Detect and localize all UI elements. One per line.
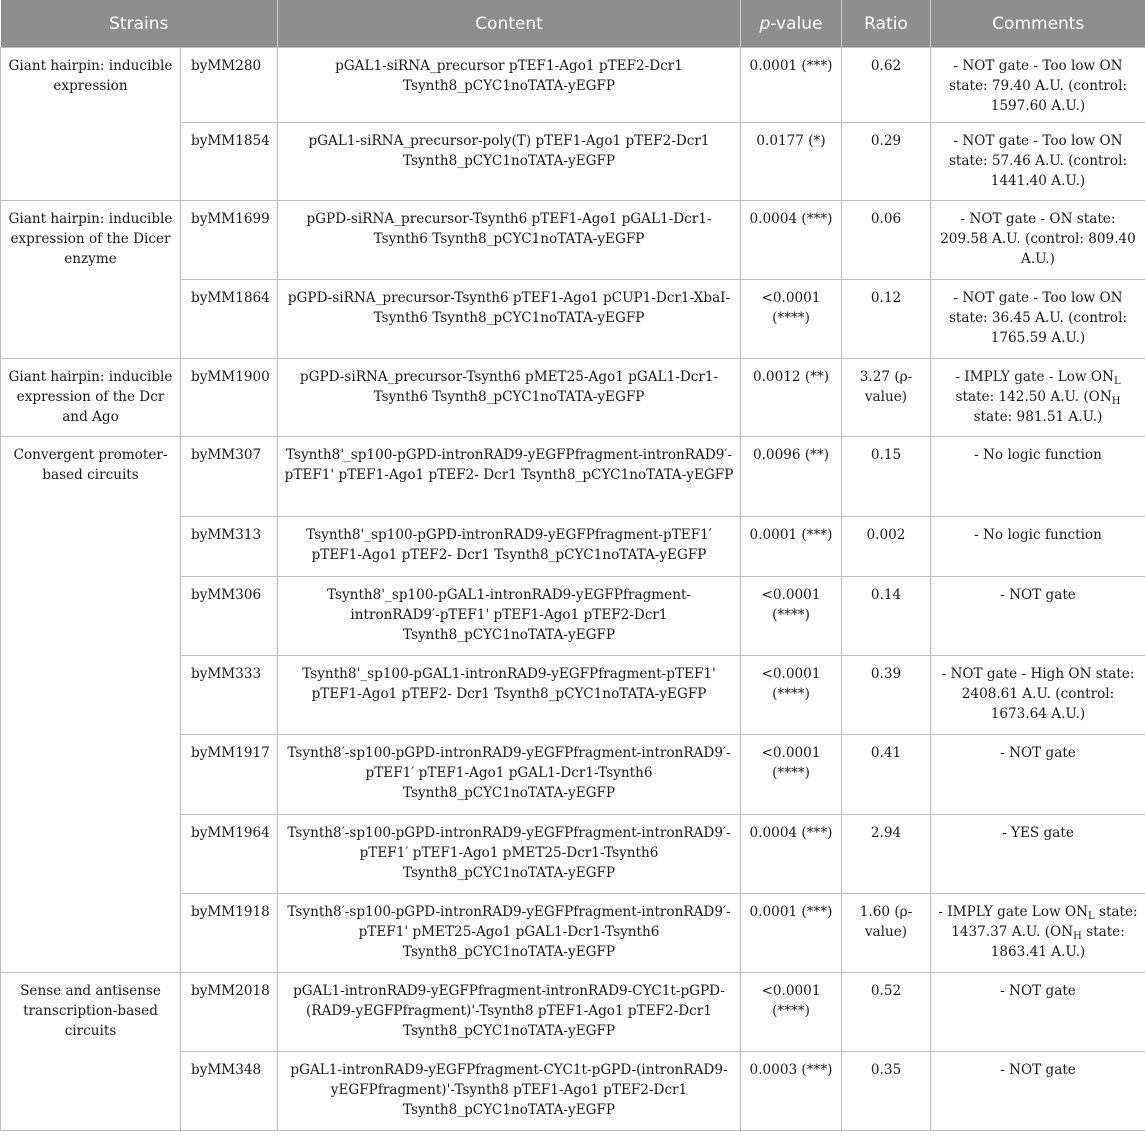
- comment-cell: [931, 894, 1145, 973]
- comment-cell: - YES gate: [931, 815, 1145, 894]
- pvalue-cell: 0.0001 (***): [741, 517, 842, 577]
- content-cell: pGPD-siRNA_precursor-Tsynth6 pTEF1-Ago1 pGAL1-Dcr1-Tsynth6 Tsynth8_pCYC1noTATA-yEGFP: [278, 201, 741, 280]
- table-row: [1, 48, 1145, 123]
- header-row: [1, 0, 1145, 48]
- comment-part: state: 1437.37 A.U. (ON: [951, 904, 1138, 940]
- pvalue-cell: 0.0004 (***): [741, 815, 842, 894]
- comment-part: - IMPLY gate Low ON: [938, 904, 1089, 920]
- group-label: Giant hairpin: inducible expression: [1, 48, 181, 201]
- strain-cell: byMM1918: [181, 894, 278, 973]
- comment-cell: - No logic function: [931, 437, 1145, 517]
- ratio-cell: 0.52: [842, 973, 931, 1052]
- table-row: [1, 359, 1145, 437]
- comment-cell: - NOT gate: [931, 735, 1145, 815]
- header-ratio: Ratio: [842, 0, 931, 48]
- comment-subscript: L: [1113, 376, 1121, 387]
- strain-cell: byMM306: [181, 577, 278, 656]
- strain-cell: byMM307: [181, 437, 278, 517]
- header-pvalue: [741, 0, 842, 48]
- content-cell: pGPD-siRNA_precursor-Tsynth6 pTEF1-Ago1 pCUP1-Dcr1-XbaI-Tsynth6 Tsynth8_pCYC1noTATA-yEGFP: [278, 280, 741, 359]
- table-row: [1, 437, 1145, 517]
- header-content: Content: [278, 0, 741, 48]
- ratio-cell: 0.29: [842, 123, 931, 201]
- header-pvalue-italic: p: [759, 13, 771, 34]
- ratio-cell: 2.94: [842, 815, 931, 894]
- strain-cell: byMM1964: [181, 815, 278, 894]
- comment-part: - IMPLY gate - Low ON: [955, 369, 1114, 385]
- strain-cell: byMM2018: [181, 973, 278, 1052]
- comment-cell: - NOT gate - ON state: 209.58 A.U. (control: 809.40 A.U.): [931, 201, 1145, 280]
- strain-cell: byMM1900: [181, 359, 278, 437]
- comment-cell: - NOT gate - Too low ON state: 79.40 A.U. (control: 1597.60 A.U.): [931, 48, 1145, 123]
- comment-part: state: 1863.41 A.U.): [990, 924, 1125, 960]
- comment-cell: - NOT gate - Too low ON state: 36.45 A.U. (control: 1765.59 A.U.): [931, 280, 1145, 359]
- comment-cell: - NOT gate: [931, 973, 1145, 1052]
- content-cell: pGAL1-siRNA_precursor-poly(T) pTEF1-Ago1 pTEF2-Dcr1 Tsynth8_pCYC1noTATA-yEGFP: [278, 123, 741, 201]
- ratio-cell: 3.27 (ρ-value): [842, 359, 931, 437]
- content-cell: pGAL1-intronRAD9-yEGFPfragment-CYC1t-pGPD-(intronRAD9-yEGFPfragment)'-Tsynth8 pTEF1-Ago1 pTEF2-Dcr1 Tsynth8_pCYC1noTATA-yEGFP: [278, 1052, 741, 1131]
- content-cell: pGPD-siRNA_precursor-Tsynth6 pMET25-Ago1 pGAL1-Dcr1-Tsynth6 Tsynth8_pCYC1noTATA-yEGFP: [278, 359, 741, 437]
- group-label: Giant hairpin: inducible expression of the Dicer enzyme: [1, 201, 181, 359]
- table-row: [1, 201, 1145, 280]
- strain-cell: byMM1854: [181, 123, 278, 201]
- comment-cell: - NOT gate - High ON state: 2408.61 A.U. (control: 1673.64 A.U.): [931, 656, 1145, 735]
- ratio-cell: 0.62: [842, 48, 931, 123]
- group-label: Giant hairpin: inducible expression of the Dcr and Ago: [1, 359, 181, 437]
- content-cell: Tsynth8′-sp100-pGPD-intronRAD9-yEGFPfragment-intronRAD9′-pTEF1' pMET25-Ago1 pGAL1-Dcr1-Tsynth6 Tsynth8_pCYC1noTATA-yEGFP: [278, 894, 741, 973]
- header-comments: Comments: [931, 0, 1145, 48]
- comment-cell: - NOT gate: [931, 577, 1145, 656]
- comment-cell: - NOT gate - Too low ON state: 57.46 A.U. (control: 1441.40 A.U.): [931, 123, 1145, 201]
- content-cell: Tsynth8'_sp100-pGAL1-intronRAD9-yEGFPfragment-intronRAD9′-pTEF1' pTEF1-Ago1 pTEF2-Dcr1 Tsynth8_pCYC1noTATA-yEGFP: [278, 577, 741, 656]
- ratio-cell: 0.12: [842, 280, 931, 359]
- content-cell: Tsynth8'_sp100-pGPD-intronRAD9-yEGFPfragment-intronRAD9′-pTEF1' pTEF1-Ago1 pTEF2- Dcr1 Tsynth8_pCYC1noTATA-yEGFP: [278, 437, 741, 517]
- content-cell: pGAL1-siRNA_precursor pTEF1-Ago1 pTEF2-Dcr1 Tsynth8_pCYC1noTATA-yEGFP: [278, 48, 741, 123]
- comment-part: state: 981.51 A.U.): [973, 409, 1103, 425]
- content-cell: Tsynth8′-sp100-pGPD-intronRAD9-yEGFPfragment-intronRAD9′-pTEF1′ pTEF1-Ago1 pMET25-Dcr1-Tsynth6 Tsynth8_pCYC1noTATA-yEGFP: [278, 815, 741, 894]
- strain-cell: byMM1699: [181, 201, 278, 280]
- group-label: Sense and antisense transcription-based circuits: [1, 973, 181, 1131]
- strain-cell: byMM1864: [181, 280, 278, 359]
- ratio-cell: 0.06: [842, 201, 931, 280]
- group-label: Convergent promoter-based circuits: [1, 437, 181, 973]
- ratio-cell: 0.39: [842, 656, 931, 735]
- strain-cell: byMM1917: [181, 735, 278, 815]
- comment-subscript: L: [1088, 911, 1095, 922]
- strain-cell: byMM333: [181, 656, 278, 735]
- comment-subscript: H: [1111, 396, 1121, 407]
- pvalue-cell: <0.0001 (****): [741, 280, 842, 359]
- pvalue-cell: <0.0001 (****): [741, 656, 842, 735]
- pvalue-cell: <0.0001 (****): [741, 735, 842, 815]
- ratio-cell: 0.41: [842, 735, 931, 815]
- comment-cell: [931, 359, 1145, 437]
- ratio-cell: 0.14: [842, 577, 931, 656]
- pvalue-cell: 0.0012 (**): [741, 359, 842, 437]
- comment-cell: - No logic function: [931, 517, 1145, 577]
- ratio-cell: 1.60 (ρ-value): [842, 894, 931, 973]
- strain-cell: byMM280: [181, 48, 278, 123]
- pvalue-cell: 0.0177 (*): [741, 123, 842, 201]
- table-row: [1, 973, 1145, 1052]
- header-strains: Strains: [1, 0, 278, 48]
- comment-cell: - NOT gate: [931, 1052, 1145, 1131]
- pvalue-cell: 0.0001 (***): [741, 894, 842, 973]
- pvalue-cell: 0.0003 (***): [741, 1052, 842, 1131]
- comment-part: state: 142.50 A.U. (ON: [955, 389, 1112, 405]
- strain-cell: byMM348: [181, 1052, 278, 1131]
- pvalue-cell: <0.0001 (****): [741, 973, 842, 1052]
- content-cell: Tsynth8′-sp100-pGPD-intronRAD9-yEGFPfragment-intronRAD9′-pTEF1′ pTEF1-Ago1 pGAL1-Dcr1-Tsynth6 Tsynth8_pCYC1noTATA-yEGFP: [278, 735, 741, 815]
- ratio-cell: 0.15: [842, 437, 931, 517]
- pvalue-cell: 0.0096 (**): [741, 437, 842, 517]
- pvalue-cell: 0.0001 (***): [741, 48, 842, 123]
- content-cell: Tsynth8'_sp100-pGAL1-intronRAD9-yEGFPfragment-pTEF1' pTEF1-Ago1 pTEF2- Dcr1 Tsynth8_pCYC1noTATA-yEGFP: [278, 656, 741, 735]
- comment-subscript: H: [1073, 931, 1082, 942]
- pvalue-cell: <0.0001 (****): [741, 577, 842, 656]
- ratio-cell: 0.35: [842, 1052, 931, 1131]
- pvalue-cell: 0.0004 (***): [741, 201, 842, 280]
- header-pvalue-rest: -value: [770, 13, 823, 34]
- ratio-cell: 0.002: [842, 517, 931, 577]
- strain-cell: byMM313: [181, 517, 278, 577]
- content-cell: Tsynth8'_sp100-pGPD-intronRAD9-yEGFPfragment-pTEF1′ pTEF1-Ago1 pTEF2- Dcr1 Tsynth8_pCYC1noTATA-yEGFP: [278, 517, 741, 577]
- content-cell: pGAL1-intronRAD9-yEGFPfragment-intronRAD9-CYC1t-pGPD-(RAD9-yEGFPfragment)'-Tsynth8 pTEF1-Ago1 pTEF2-Dcr1 Tsynth8_pCYC1noTATA-yEGFP: [278, 973, 741, 1052]
